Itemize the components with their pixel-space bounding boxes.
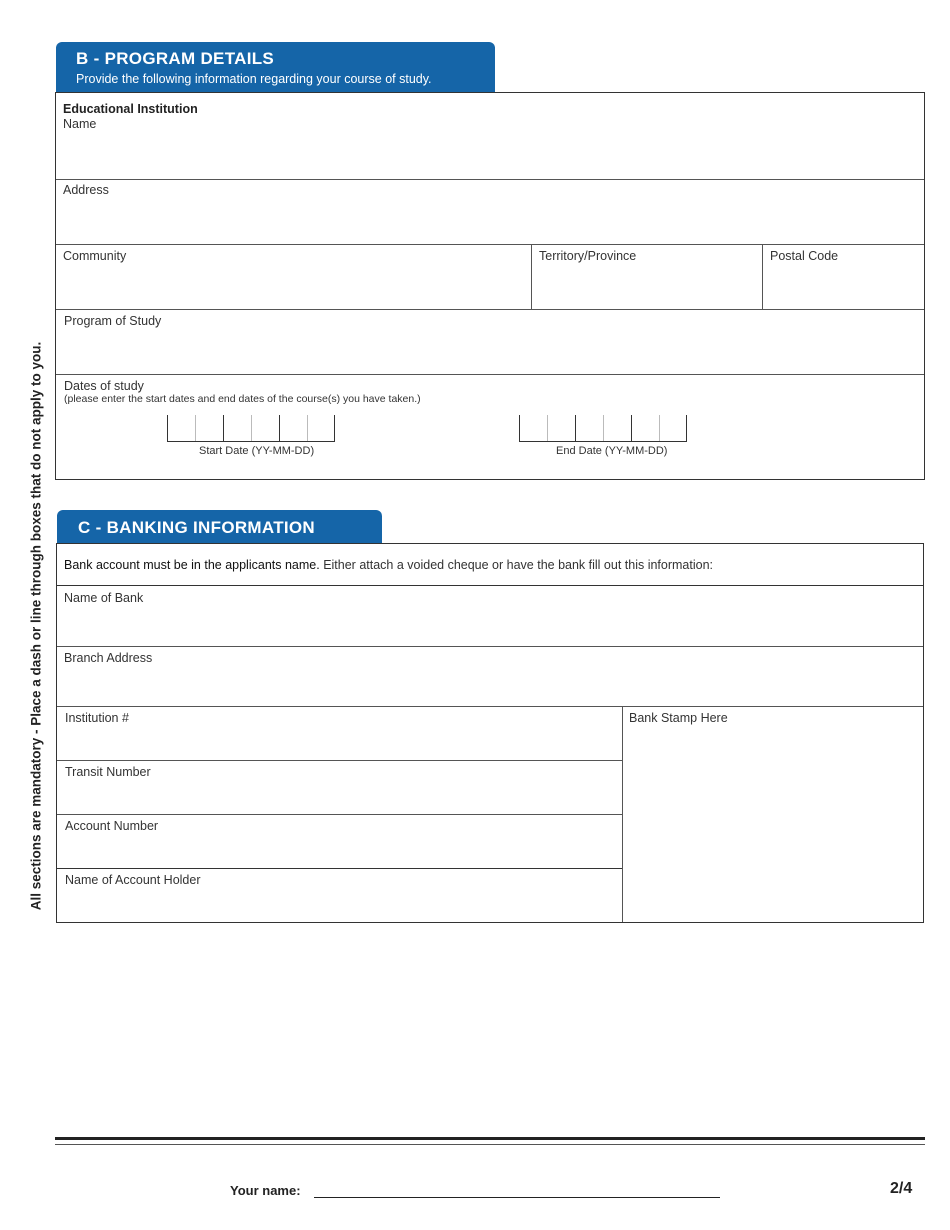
account-number-field[interactable]	[57, 835, 622, 868]
bank-stamp-area[interactable]	[623, 727, 923, 922]
your-name-label: Your name:	[230, 1183, 301, 1198]
community-label: Community	[63, 249, 127, 263]
institution-name-field[interactable]	[56, 133, 923, 179]
program-field[interactable]	[56, 330, 923, 374]
transit-number-field[interactable]	[57, 781, 622, 814]
bank-name-field[interactable]	[57, 607, 923, 646]
territory-label: Territory/Province	[539, 249, 637, 263]
page-number: 2/4	[890, 1180, 913, 1197]
footer-rule-thin	[55, 1144, 925, 1145]
institution-number-field[interactable]	[57, 727, 622, 760]
account-holder-field[interactable]	[57, 889, 622, 922]
institution-number-label: Institution #	[65, 711, 129, 725]
branch-address-field[interactable]	[57, 667, 923, 706]
program-label: Program of Study	[64, 314, 162, 328]
section-c-title: C - BANKING INFORMATION	[78, 518, 316, 537]
start-date-input[interactable]	[167, 415, 335, 442]
community-field[interactable]	[56, 265, 531, 309]
side-note: All sections are mandatory - Place a dash or line through boxes that do not apply to you.	[28, 341, 44, 911]
dates-label: Dates of study	[64, 379, 144, 393]
territory-field[interactable]	[532, 265, 762, 309]
footer-rule-thick	[55, 1137, 925, 1140]
your-name-field[interactable]	[314, 1183, 720, 1198]
account-number-label: Account Number	[65, 819, 159, 833]
banking-instruction	[64, 558, 713, 572]
dates-note: (please enter the start dates and end dates of the course(s) you have taken.)	[64, 393, 421, 405]
program-details-form	[55, 92, 925, 480]
section-b-subtitle: Provide the following information regarding your course of study.	[76, 72, 432, 86]
section-b-title: B - PROGRAM DETAILS	[76, 49, 275, 68]
branch-address-label: Branch Address	[64, 651, 153, 665]
postal-code-label: Postal Code	[770, 249, 839, 263]
address-field[interactable]	[56, 199, 923, 244]
banking-info-form	[56, 543, 924, 923]
banking-instruction-rest: Either attach a voided cheque or have the bank fill out this information:	[319, 558, 714, 572]
institution-name-label: Name	[63, 117, 97, 131]
section-c-header	[57, 510, 382, 544]
postal-code-field[interactable]	[763, 265, 923, 309]
banking-instruction-bold: Bank account must be in the applicants name.	[64, 558, 320, 572]
end-date-caption: End Date (YY-MM-DD)	[556, 445, 668, 457]
bank-stamp-label: Bank Stamp Here	[629, 711, 728, 725]
account-holder-label: Name of Account Holder	[65, 873, 201, 887]
bank-name-label: Name of Bank	[64, 591, 144, 605]
end-date-input[interactable]	[519, 415, 687, 442]
institution-heading: Educational Institution	[63, 102, 198, 116]
transit-number-label: Transit Number	[65, 765, 151, 779]
address-label: Address	[63, 183, 109, 197]
start-date-caption: Start Date (YY-MM-DD)	[199, 445, 315, 457]
section-b-header	[56, 42, 495, 92]
